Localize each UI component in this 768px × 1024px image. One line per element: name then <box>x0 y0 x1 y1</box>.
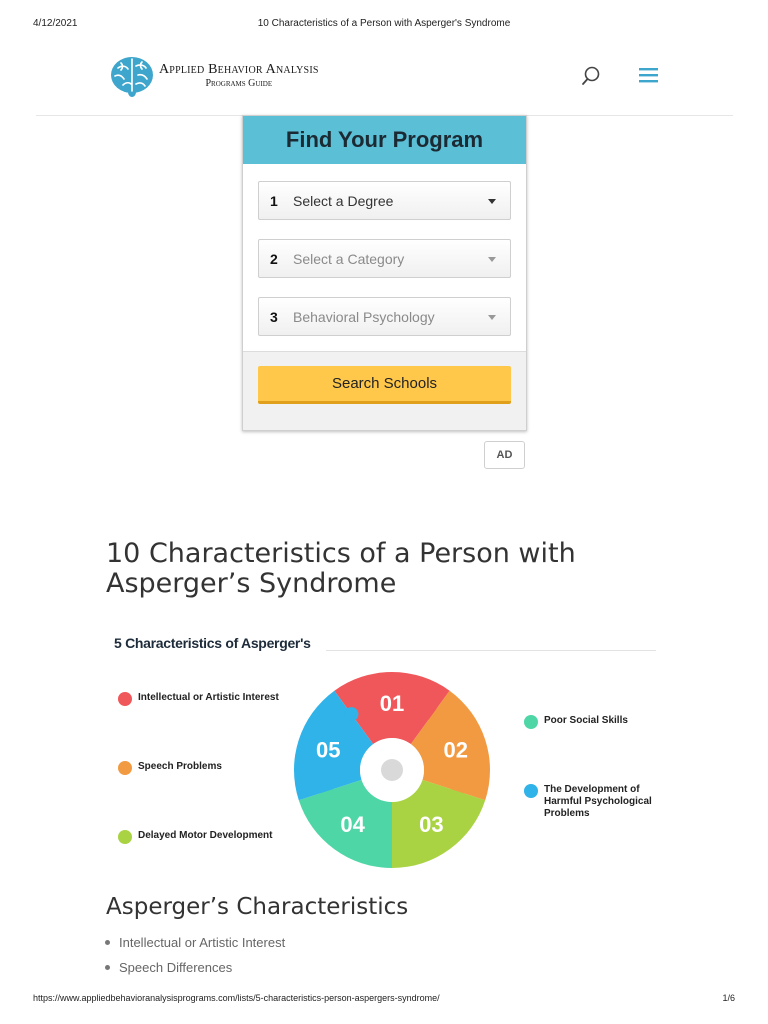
wheel-number-label: 04 <box>340 812 365 838</box>
infographic-item: Speech Problems <box>118 761 222 775</box>
caret-down-icon <box>488 315 496 320</box>
search-button[interactable] <box>579 64 603 88</box>
logo-subtitle: Programs Guide <box>205 78 273 89</box>
step-number: 1 <box>270 193 278 209</box>
print-footer <box>33 993 735 1007</box>
print-title: 10 Characteristics of a Person with Asperger's Syndrome <box>257 18 511 29</box>
infographic-item: Delayed Motor Development <box>118 830 272 844</box>
brain-icon <box>109 54 155 98</box>
find-your-program-widget <box>242 115 527 431</box>
site-logo[interactable] <box>109 54 319 98</box>
number-badge-icon <box>524 715 538 729</box>
step-number: 2 <box>270 251 278 267</box>
print-header <box>33 18 735 32</box>
wheel-number-label: 03 <box>419 812 444 838</box>
wheel-number-label: 01 <box>379 691 405 716</box>
number-badge-icon <box>118 830 132 844</box>
number-badge-icon <box>118 761 132 775</box>
search-schools-button[interactable]: Search Schools <box>258 366 511 404</box>
select-label: Behavioral Psychology <box>293 309 435 325</box>
infographic-heading: 5 Characteristics of Asperger's <box>114 635 311 651</box>
select-label: Select a Category <box>293 251 405 267</box>
article-title: 10 Characteristics of a Person with Asperger’s Syndrome <box>106 538 576 599</box>
number-badge-icon <box>118 692 132 706</box>
subject-select[interactable] <box>258 297 511 336</box>
widget-title: Find Your Program <box>243 116 526 164</box>
wheel-number-label: 02 <box>443 737 468 763</box>
puzzle-knob <box>344 707 358 721</box>
number-badge-icon <box>524 784 538 798</box>
caret-down-icon <box>488 257 496 262</box>
site-header <box>36 50 733 116</box>
print-url: https://www.appliedbehavioranalysisprograms.com/lists/5-characteristics-person-aspergers-syndrome/ <box>33 993 440 1003</box>
degree-select[interactable] <box>258 181 511 220</box>
list-item: Intellectual or Artistic Interest <box>104 935 285 960</box>
characteristics-list <box>104 935 285 985</box>
infographic-item: The Development of Harmful Psychological Problems <box>524 784 664 820</box>
list-item: Speech Differences <box>104 960 285 985</box>
select-label: Select a Degree <box>293 193 394 209</box>
infographic-item: Poor Social Skills <box>524 715 628 729</box>
print-date: 4/12/2021 <box>33 18 78 29</box>
wheel-number-label: 05 <box>316 737 341 763</box>
asperger-infographic <box>106 626 666 880</box>
infographic-item: Intellectual or Artistic Interest <box>118 692 279 706</box>
section-heading: Asperger’s Characteristics <box>106 894 409 920</box>
divider <box>326 650 656 651</box>
search-icon <box>579 64 603 88</box>
ad-badge[interactable]: AD <box>484 441 525 469</box>
step-number: 3 <box>270 309 278 325</box>
caret-down-icon <box>488 199 496 204</box>
hamburger-menu-button[interactable] <box>637 64 661 88</box>
puzzle-wheel <box>292 666 492 874</box>
logo-title: Applied Behavior Analysis <box>159 62 319 77</box>
wheel-center-dot <box>381 759 403 781</box>
category-select[interactable] <box>258 239 511 278</box>
hamburger-menu-icon <box>637 64 661 88</box>
page-number: 1/6 <box>722 993 735 1003</box>
